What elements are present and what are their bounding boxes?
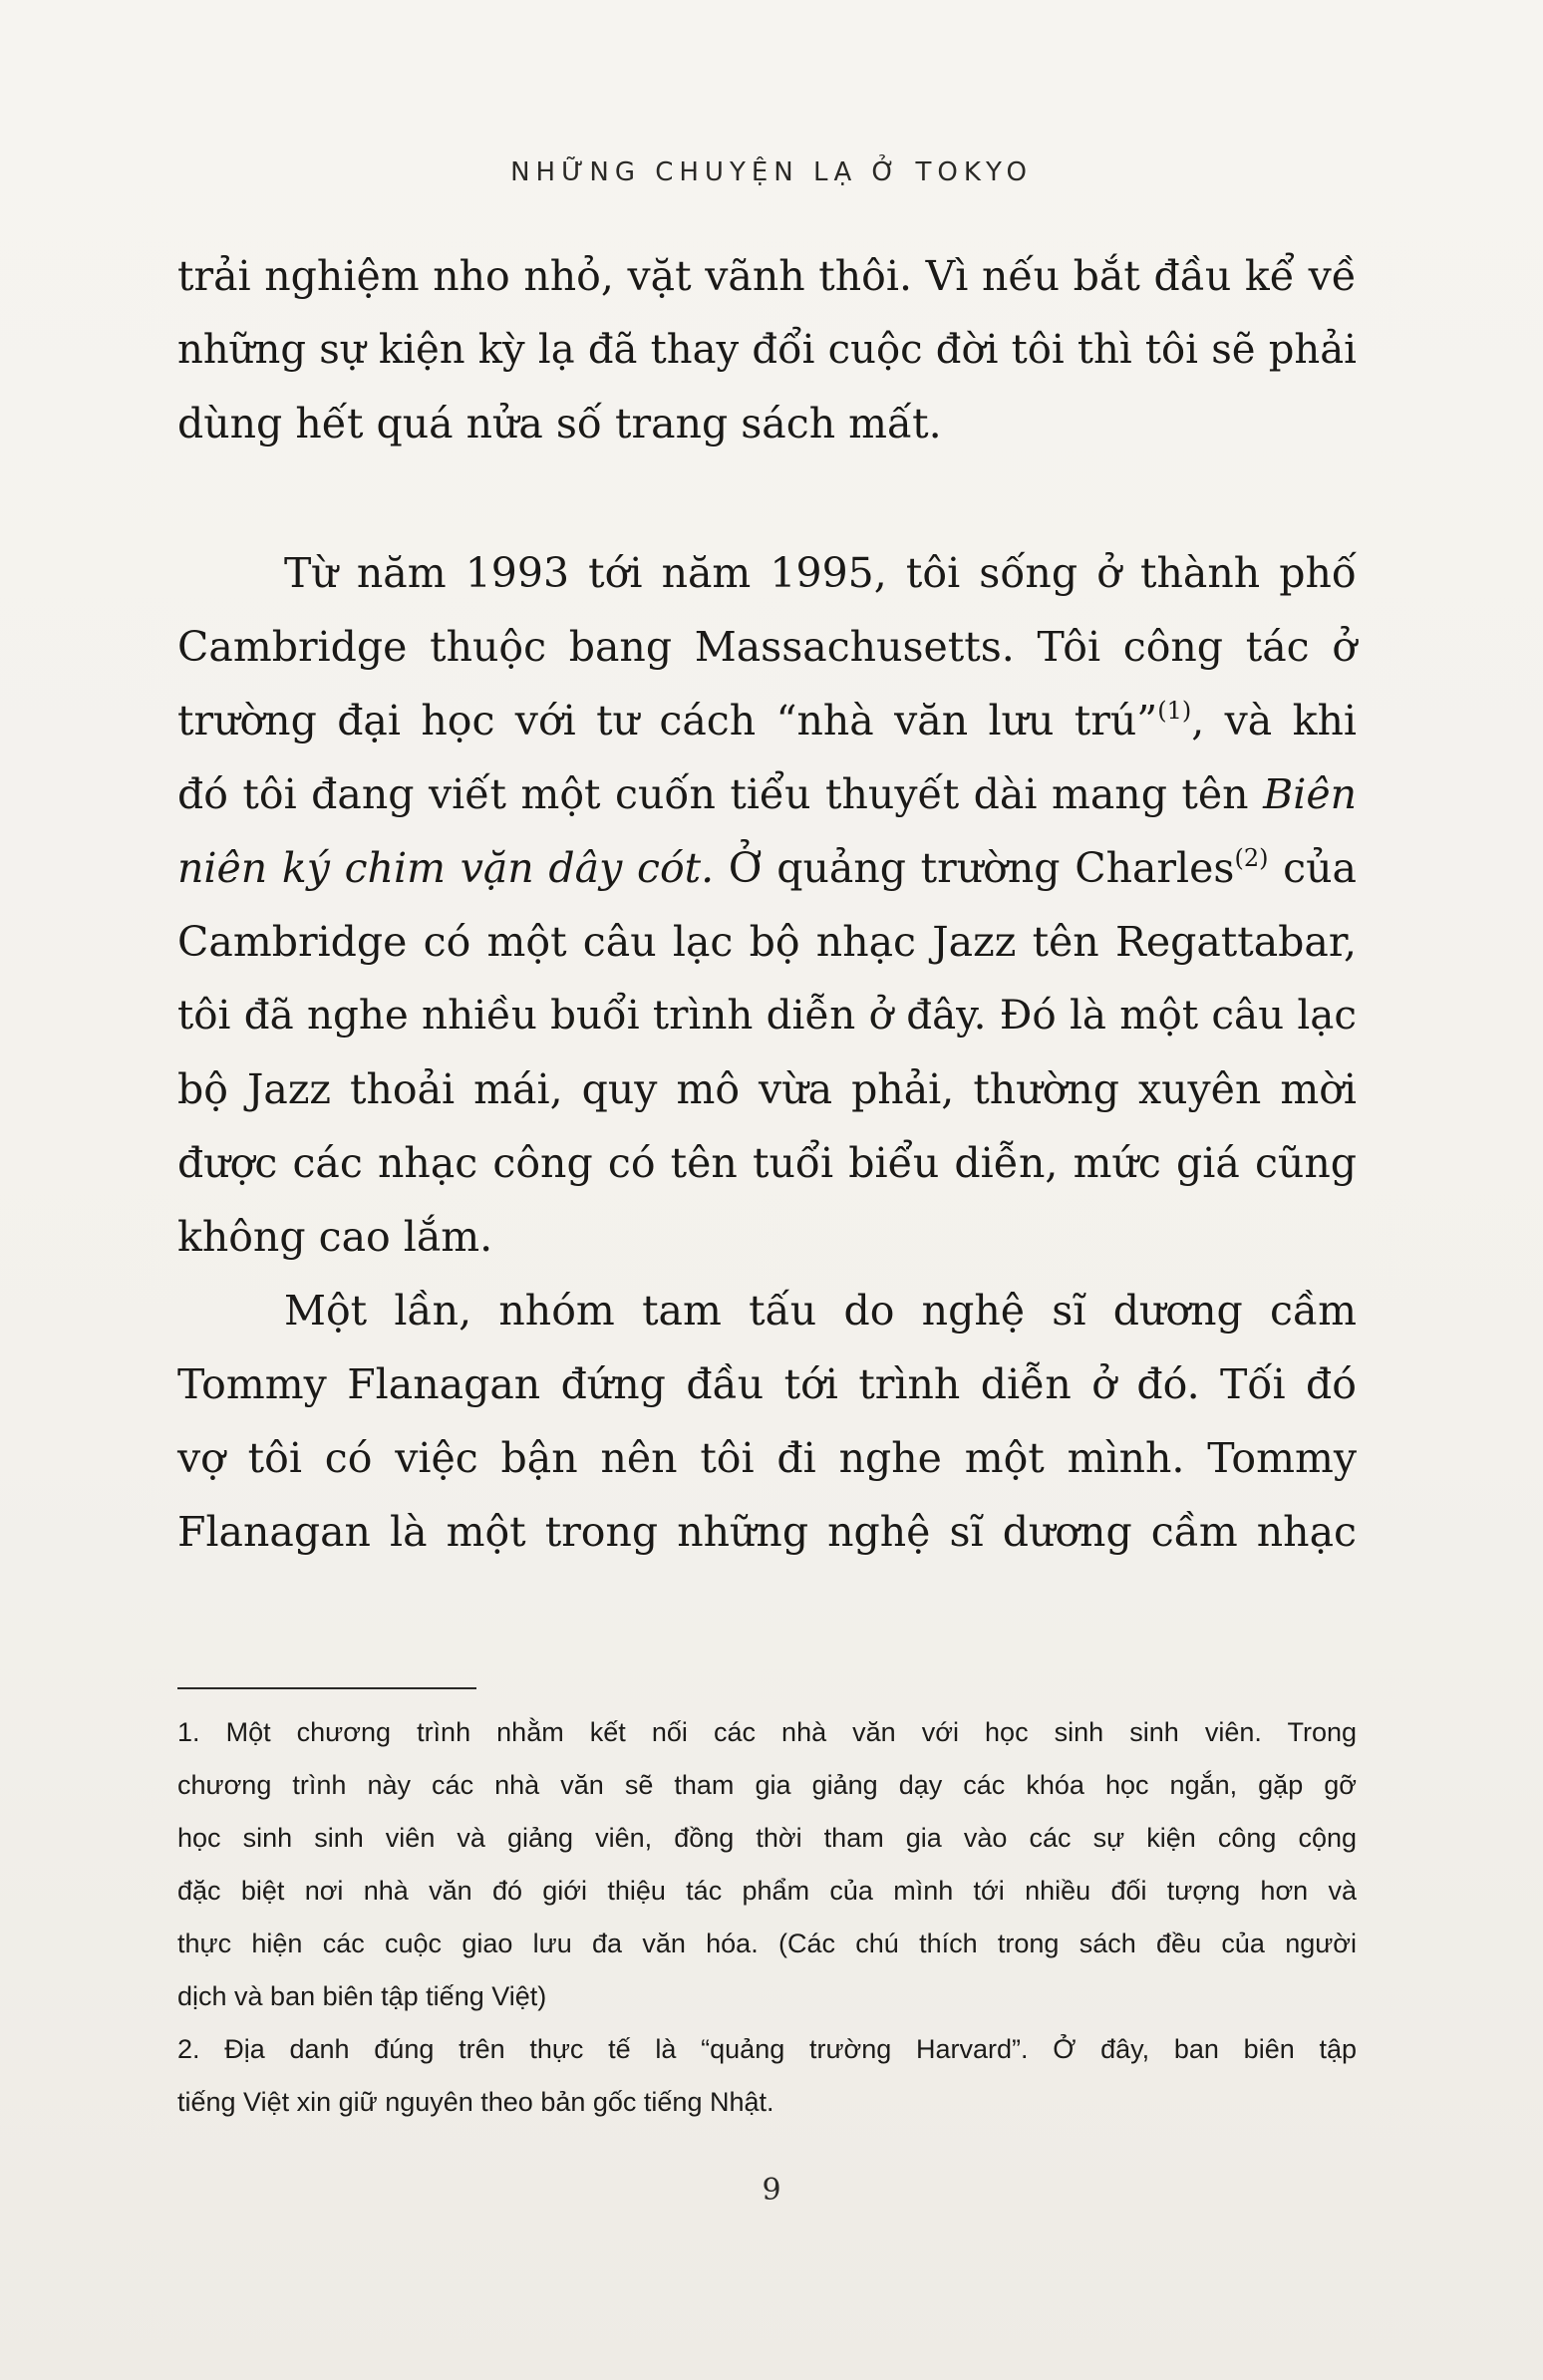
paragraph-gap (177, 460, 1357, 536)
footnote-divider (177, 1687, 476, 1689)
running-head: NHỮNG CHUYỆN LẠ Ở TOKYO (510, 157, 1033, 187)
footnotes (177, 1706, 1357, 2129)
text-line: những sự kiện kỳ lạ đã thay đổi cuộc đời tôi thì tôi sẽ phải (177, 327, 1357, 373)
book-title-italic: niên ký chim vặn dây cót. (177, 844, 715, 892)
text-line: Tommy Flanagan đứng đầu tới trình diễn ở đó. Tối đó (177, 1360, 1357, 1408)
text-line: Một lần, nhóm tam tấu do nghệ sĩ dương cầm (284, 1287, 1357, 1335)
text-line: tôi đã nghe nhiều buổi trình diễn ở đây. Đó là một câu lạc (177, 992, 1357, 1039)
footnote-line: dịch và ban biên tập tiếng Việt) (177, 1981, 547, 2011)
paragraph-2 (177, 536, 1357, 1274)
footnote-line: tiếng Việt xin giữ nguyên theo bản gốc tiếng Nhật. (177, 2087, 774, 2117)
footnote-line: 2. Địa danh đúng trên thực tế là “quảng trường Harvard”. Ở đây, ban biên tập (177, 2034, 1357, 2064)
text-line (177, 757, 1357, 831)
footnote-line: học sinh sinh viên và giảng viên, đồng thời tham gia vào các sự kiện công cộng (177, 1823, 1357, 1853)
footnote-ref-1: (1) (1157, 697, 1192, 725)
footnote-ref-2: (2) (1234, 844, 1269, 872)
text-segment: Ở quảng trường Charles (714, 844, 1235, 892)
text-segment: đó tôi đang viết một cuốn tiểu thuyết dài mang tên (177, 770, 1264, 818)
text-line: không cao lắm. (177, 1213, 493, 1261)
footnote-1 (177, 1706, 1357, 2023)
footnote-line: thực hiện các cuộc giao lưu đa văn hóa. (Các chú thích trong sách đều của người (177, 1929, 1357, 1958)
footnote-line: đặc biệt nơi nhà văn đó giới thiệu tác phẩm của mình tới nhiều đối tượng hơn và (177, 1876, 1357, 1906)
book-title-italic: Biên (1263, 770, 1357, 818)
page-number: 9 (762, 2173, 781, 2208)
text-line: Flanagan là một trong những nghệ sĩ dương cầm nhạc (177, 1508, 1357, 1556)
footnote-line: 1. Một chương trình nhằm kết nối các nhà văn với học sinh sinh viên. Trong (177, 1717, 1357, 1747)
text-line (177, 831, 1357, 905)
text-line: trải nghiệm nho nhỏ, vặt vãnh thôi. Vì nếu bắt đầu kể về (177, 252, 1357, 300)
text-line: Cambridge thuộc bang Massachusetts. Tôi công tác ở (177, 623, 1357, 671)
text-line: Cambridge có một câu lạc bộ nhạc Jazz tên Regattabar, (177, 918, 1357, 966)
text-line: bộ Jazz thoải mái, quy mô vừa phải, thường xuyên mời (177, 1065, 1357, 1113)
footnote-line: chương trình này các nhà văn sẽ tham gia giảng dạy các khóa học ngắn, gặp gỡ (177, 1770, 1357, 1800)
text-line (177, 684, 1357, 757)
text-line: vợ tôi có việc bận nên tôi đi nghe một mình. Tommy (177, 1434, 1357, 1482)
paragraph-3 (177, 1274, 1357, 1569)
text-segment: của (1268, 844, 1357, 892)
footnote-2 (177, 2023, 1357, 2129)
text-segment: trường đại học với tư cách “nhà văn lưu trú” (177, 697, 1158, 744)
text-line: dùng hết quá nửa số trang sách mất. (177, 400, 942, 447)
body-text (177, 239, 1357, 1569)
paragraph-1 (177, 239, 1357, 460)
text-line: được các nhạc công có tên tuổi biểu diễn, mức giá cũng (177, 1139, 1357, 1187)
text-segment: , và khi (1191, 697, 1357, 744)
text-line: Từ năm 1993 tới năm 1995, tôi sống ở thành phố (284, 549, 1357, 597)
